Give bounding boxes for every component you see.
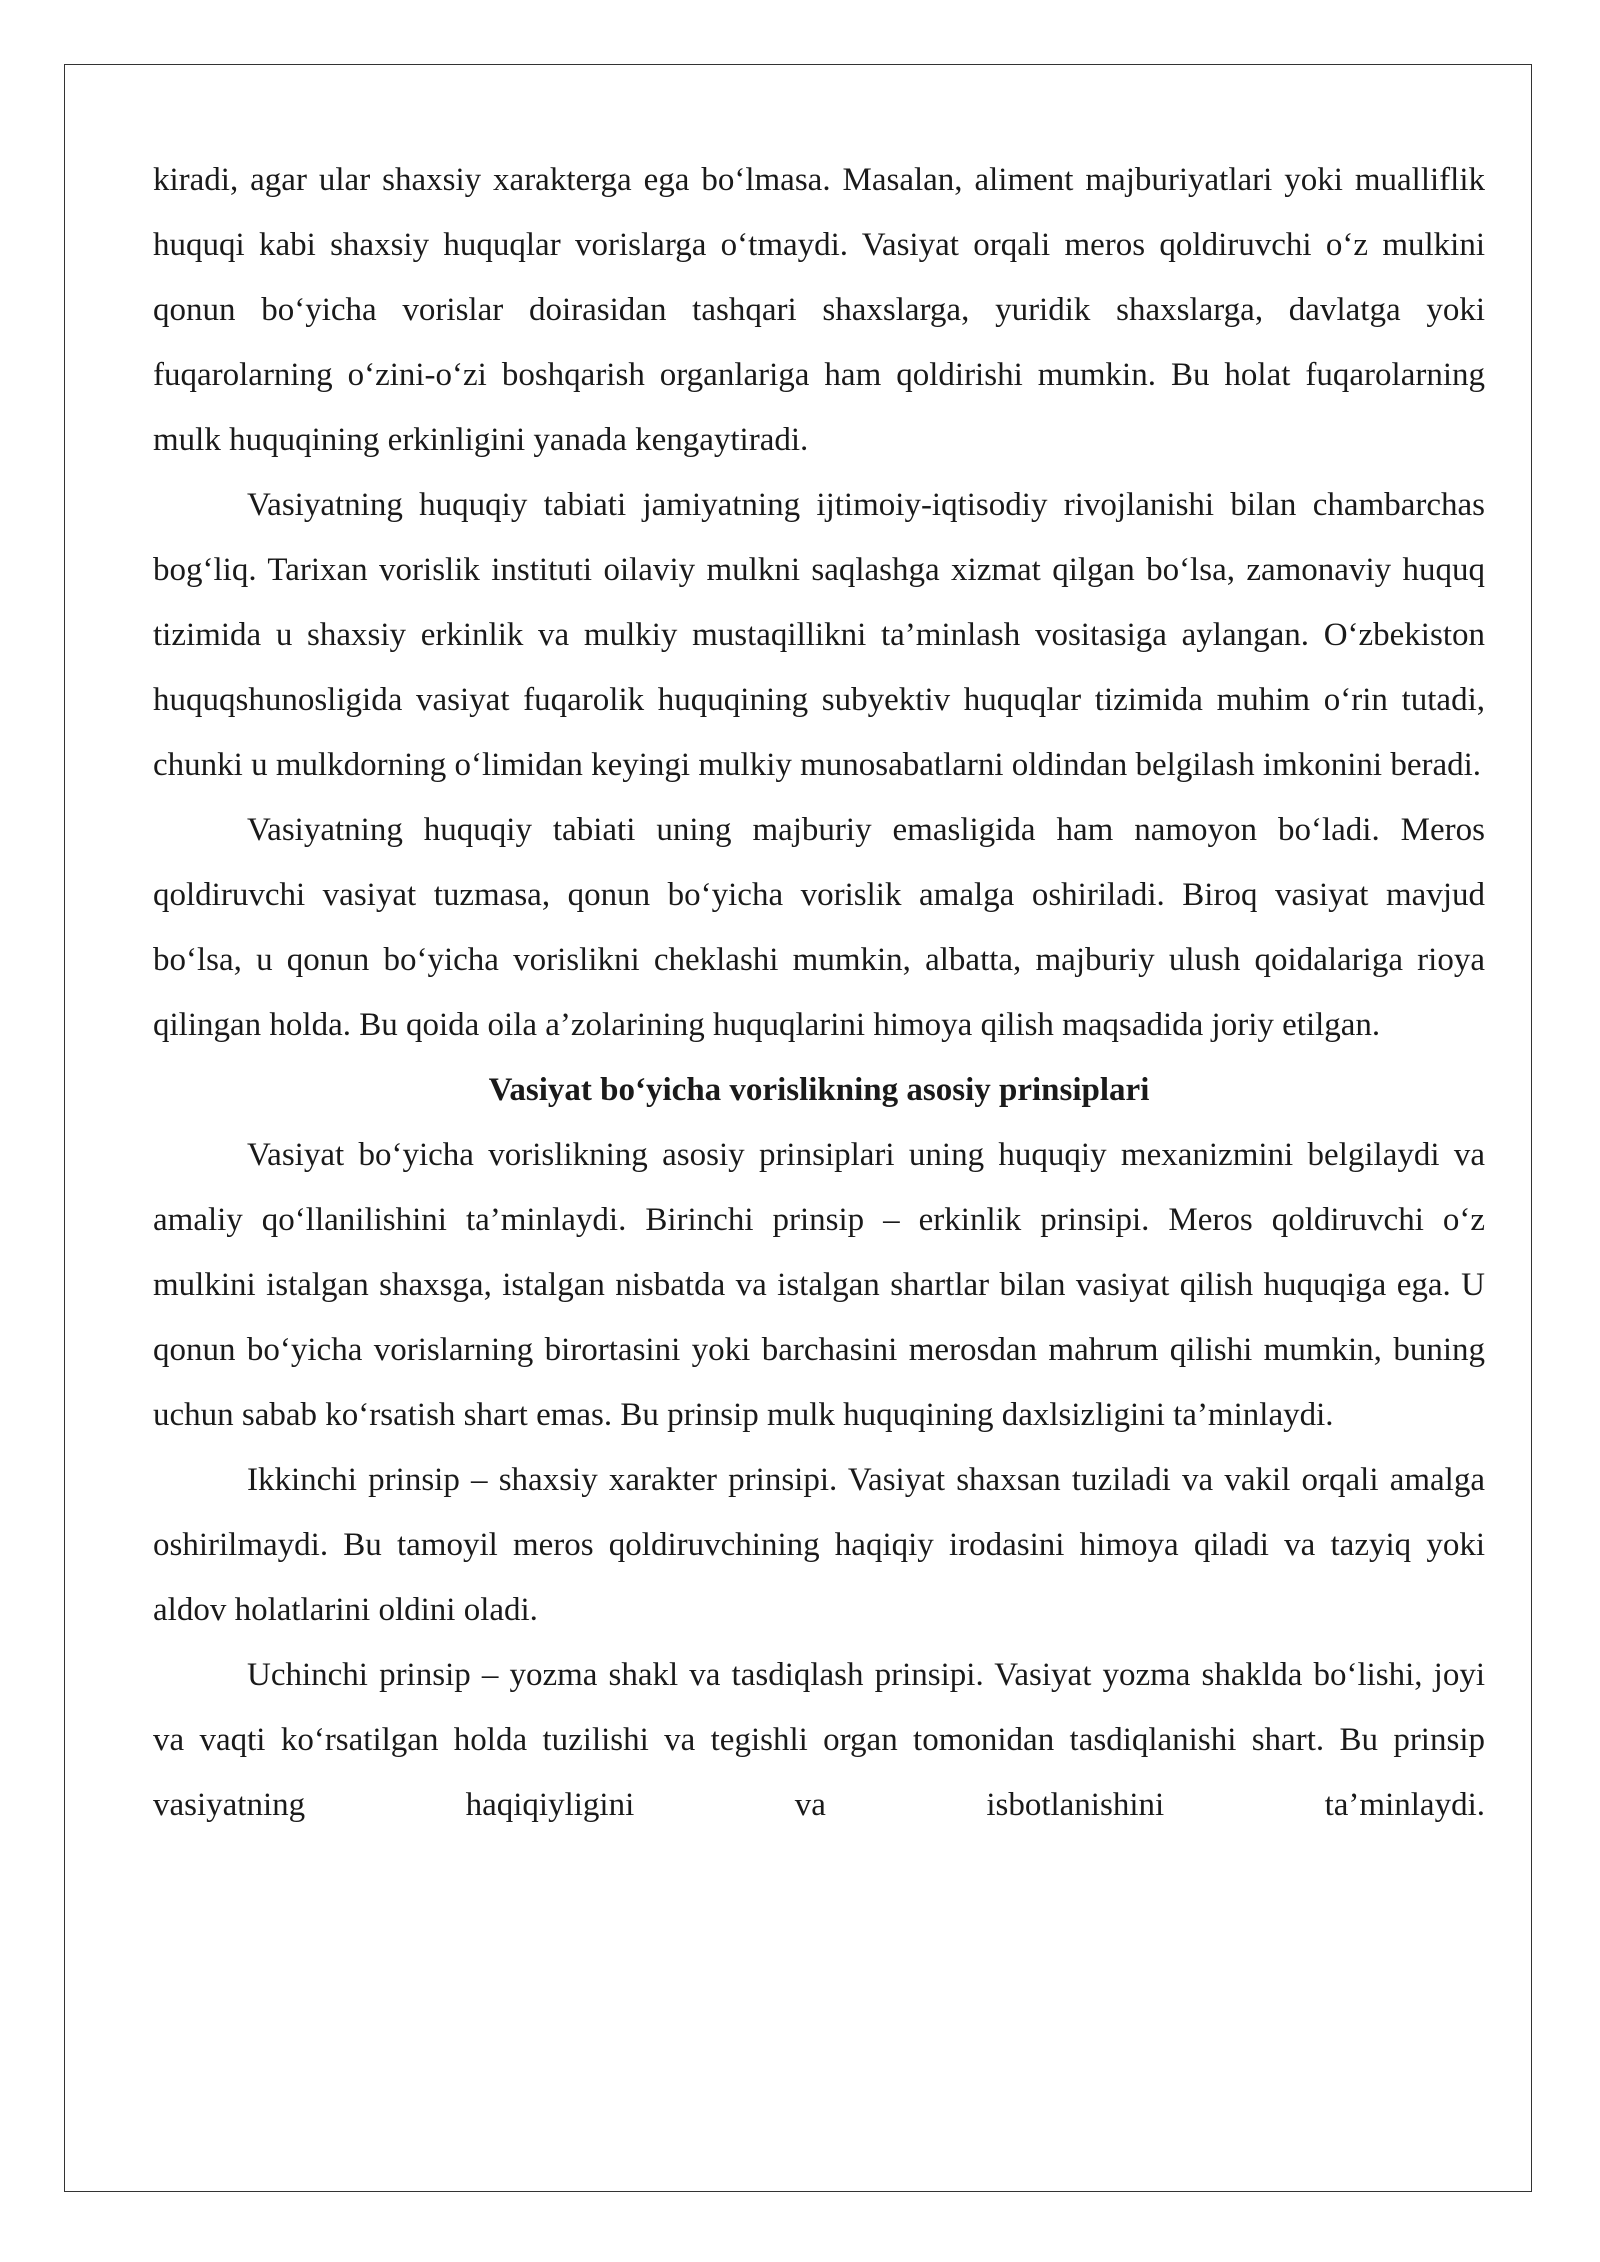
paragraph-3: Vasiyatning huquqiy tabiati uning majburiy emasligida ham namoyon bo‘ladi. Meros qoldiruvchi vasiyat tuzmasa, qonun bo‘yicha vorislik amalga oshiriladi. Biroq vasiyat mavjud bo‘lsa, u qonun bo‘yicha vorislikni cheklashi mumkin, albatta, majburiy ulush qoidalariga rioya qilingan holda. Bu qoida oila a’zolarining huquqlarini himoya qilish maqsadida joriy etilgan. bbox=[153, 812, 1485, 1043]
document-body bbox=[153, 148, 1485, 1838]
paragraph-1: kiradi, agar ular shaxsiy xarakterga ega bo‘lmasa. Masalan, aliment majburiyatlari yoki mualliflik huquqi kabi shaxsiy huquqlar vorislarga o‘tmaydi. Vasiyat orqali meros qoldiruvchi o‘z mulkini qonun bo‘yicha vorislar doirasidan tashqari shaxslarga, yuridik shaxslarga, davlatga yoki fuqarolarning o‘zini-o‘zi boshqarish organlariga ham qoldirishi mumkin. Bu holat fuqarolarning mulk huquqining erkinligini yanada kengaytiradi. bbox=[153, 162, 1485, 458]
paragraph-4: Vasiyat bo‘yicha vorislikning asosiy prinsiplari uning huquqiy mexanizmini belgilaydi va amaliy qo‘llanilishini ta’minlaydi. Birinchi prinsip – erkinlik prinsipi. Meros qoldiruvchi o‘z mulkini istalgan shaxsga, istalgan nisbatda va istalgan shartlar bilan vasiyat qilish huquqiga ega. U qonun bo‘yicha vorislarning birortasini yoki barchasini merosdan mahrum qilishi mumkin, buning uchun sabab ko‘rsatish shart emas. Bu prinsip mulk huquqining daxlsizligini ta’minlaydi. bbox=[153, 1137, 1485, 1433]
paragraph-2: Vasiyatning huquqiy tabiati jamiyatning ijtimoiy-iqtisodiy rivojlanishi bilan chambarchas bog‘liq. Tarixan vorislik instituti oilaviy mulkni saqlashga xizmat qilgan bo‘lsa, zamonaviy huquq tizimida u shaxsiy erkinlik va mulkiy mustaqillikni ta’minlash vositasiga aylangan. O‘zbekiston huquqshunosligida vasiyat fuqarolik huquqining subyektiv huquqlar tizimida muhim o‘rin tutadi, chunki u mulkdorning o‘limidan keyingi mulkiy munosabatlarni oldindan belgilash imkonini beradi. bbox=[153, 487, 1485, 783]
paragraph-5: Ikkinchi prinsip – shaxsiy xarakter prinsipi. Vasiyat shaxsan tuziladi va vakil orqali amalga oshirilmaydi. Bu tamoyil meros qoldiruvchining haqiqiy irodasini himoya qiladi va tazyiq yoki aldov holatlarini oldini oladi. bbox=[153, 1462, 1485, 1628]
section-heading: Vasiyat bo‘yicha vorislikning asosiy prinsiplari bbox=[488, 1072, 1150, 1108]
paragraph-6: Uchinchi prinsip – yozma shakl va tasdiqlash prinsipi. Vasiyat yozma shaklda bo‘lishi, joyi va vaqti ko‘rsatilgan holda tuzilishi va tegishli organ tomonidan tasdiqlanishi shart. Bu prinsip vasiyatning haqiqiyligini va isbotlanishini ta’minlaydi. bbox=[153, 1657, 1485, 1823]
